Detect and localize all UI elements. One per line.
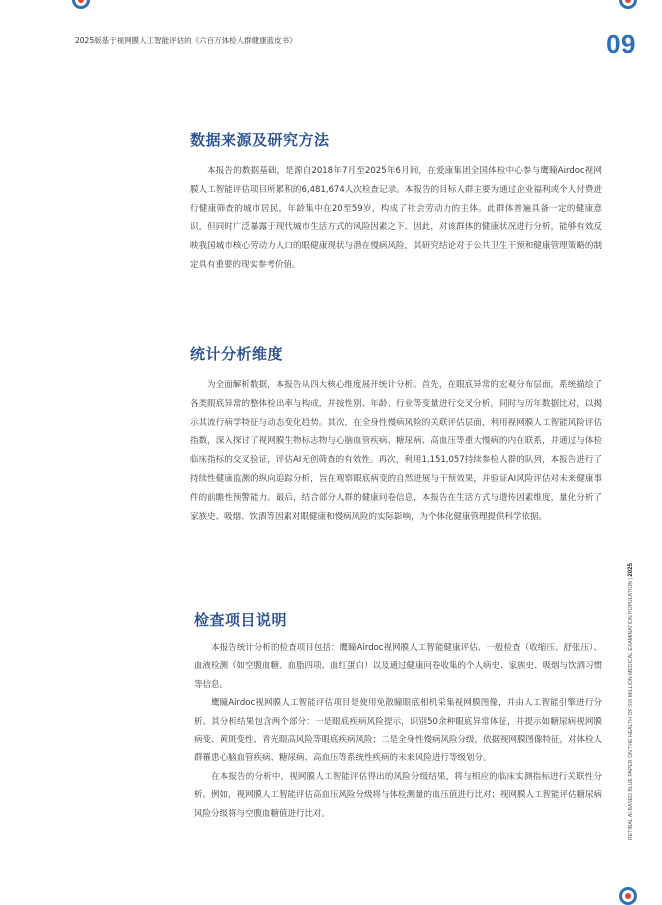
top-right-decorative-mark — [619, 0, 637, 9]
vertical-side-label — [628, 563, 634, 840]
section-heading: 检查项目说明 — [194, 611, 288, 629]
section-exam-items — [194, 609, 602, 823]
top-left-decorative-mark — [72, 0, 90, 9]
section-paragraph: 在本报告的分析中，视网膜人工智能评估得出的风险分级结果，将与相应的临床实测指标进行关联性分析。例如，视网膜人工智能评估高血压风险分级将与体检测量的血压值进行比对；视网膜人工智能评估糖尿病风险分级将与空腹血糖值进行比对。 — [194, 771, 603, 819]
side-label-separator: | — [628, 578, 634, 580]
side-label-text: RETINAL AI-BASED BLUE PAPER ON THE HEALTH OF SIX MILLION MEDICAL EXAMINATION POPULATION — [628, 580, 634, 840]
section-paragraph: 本报告统计分析的检查项目包括：鹰瞳Airdoc视网膜人工智能健康评估、一般检查（收缩压、舒张压）、血液检测（如空腹血糖、血脂四项、血红蛋白）以及通过健康问卷收集的个人病史、家族史、吸烟与饮酒习惯等信息。 — [194, 643, 603, 690]
section-paragraph: 鹰瞳Airdoc视网膜人工智能评估项目是使用免散瞳眼底相机采集视网膜图像，并由人工智能引擎进行分析。其分析结果包含两个部分：一是眼底疾病风险提示，识别50余种眼底异常体征，并提示如糖尿病视网膜病变、黄斑变性、青光眼高风险等眼底疾病风险；二是全身性慢病风险分级，依据视网膜图像特征，对体检人群罹患心脑血管疾病、糖尿病、高血压等系统性疾病的未来风险进行等级划分。 — [194, 698, 603, 764]
side-label-year: 2025 — [628, 563, 634, 577]
section-data-source — [190, 129, 602, 275]
bottom-right-decorative-mark — [619, 887, 637, 905]
section-paragraph: 本报告的数据基础，是源自2018年7月至2025年6月间，在爱康集团全国体检中心参与鹰瞳Airdoc视网膜人工智能评估项目所累积的6,481,674人次检查记录。本报告的目标人群主要为通过企业福利或个人付费进行健康筛查的城市居民，年龄集中在20至59岁，构成了社会劳动力的主体。此群体普遍具备一定的健康意识，但同时广泛暴露于现代城市生活方式的风险因素之下。因此，对该群体的健康状况进行分析，能够有效反映我国城市核心劳动力人口的眼健康现状与潜在慢病风险，其研究结论对于公共卫生干预和健康管理策略的制定具有重要的现实参考价值。 — [190, 166, 602, 270]
section-statistical-dimensions — [190, 343, 602, 526]
section-heading: 数据来源及研究方法 — [190, 131, 330, 149]
page-number: 09 — [606, 29, 636, 59]
section-paragraph: 为全面解析数据，本报告从四大核心维度展开统计分析。首先，在眼底异常的宏观分布层面，系统描绘了各类眼底异常的整体检出率与构成，并按性别、年龄、行业等变量进行交叉分析，同时与历年数据比对，以揭示其流行病学特征与动态变化趋势。其次，在全身性慢病风险的关联评估层面，利用视网膜人工智能风险评估指数，深入探讨了视网膜生物标志物与心脑血管疾病、糖尿病、高血压等重大慢病的内在联系，并通过与体检临床指标的交叉验证，评估AI无创筛查的有效性。再次，利用1,151,057持续参检人群的队列，本报告进行了持续性健康监测的纵向追踪分析，旨在观察眼底病变的自然进展与干预效果，并验证AI风险评估对未来健康事件的前瞻性预警能力。最后，结合部分人群的健康问卷信息，本报告在生活方式与遗传因素维度，量化分析了家族史、吸烟、饮酒等因素对眼健康和慢病风险的实际影响，为个体化健康管理提供科学依据。 — [190, 380, 602, 522]
header-title: 2025版基于视网膜人工智能评估的《六百万体检人群健康蓝皮书》 — [75, 36, 297, 45]
section-heading: 统计分析维度 — [190, 345, 284, 363]
